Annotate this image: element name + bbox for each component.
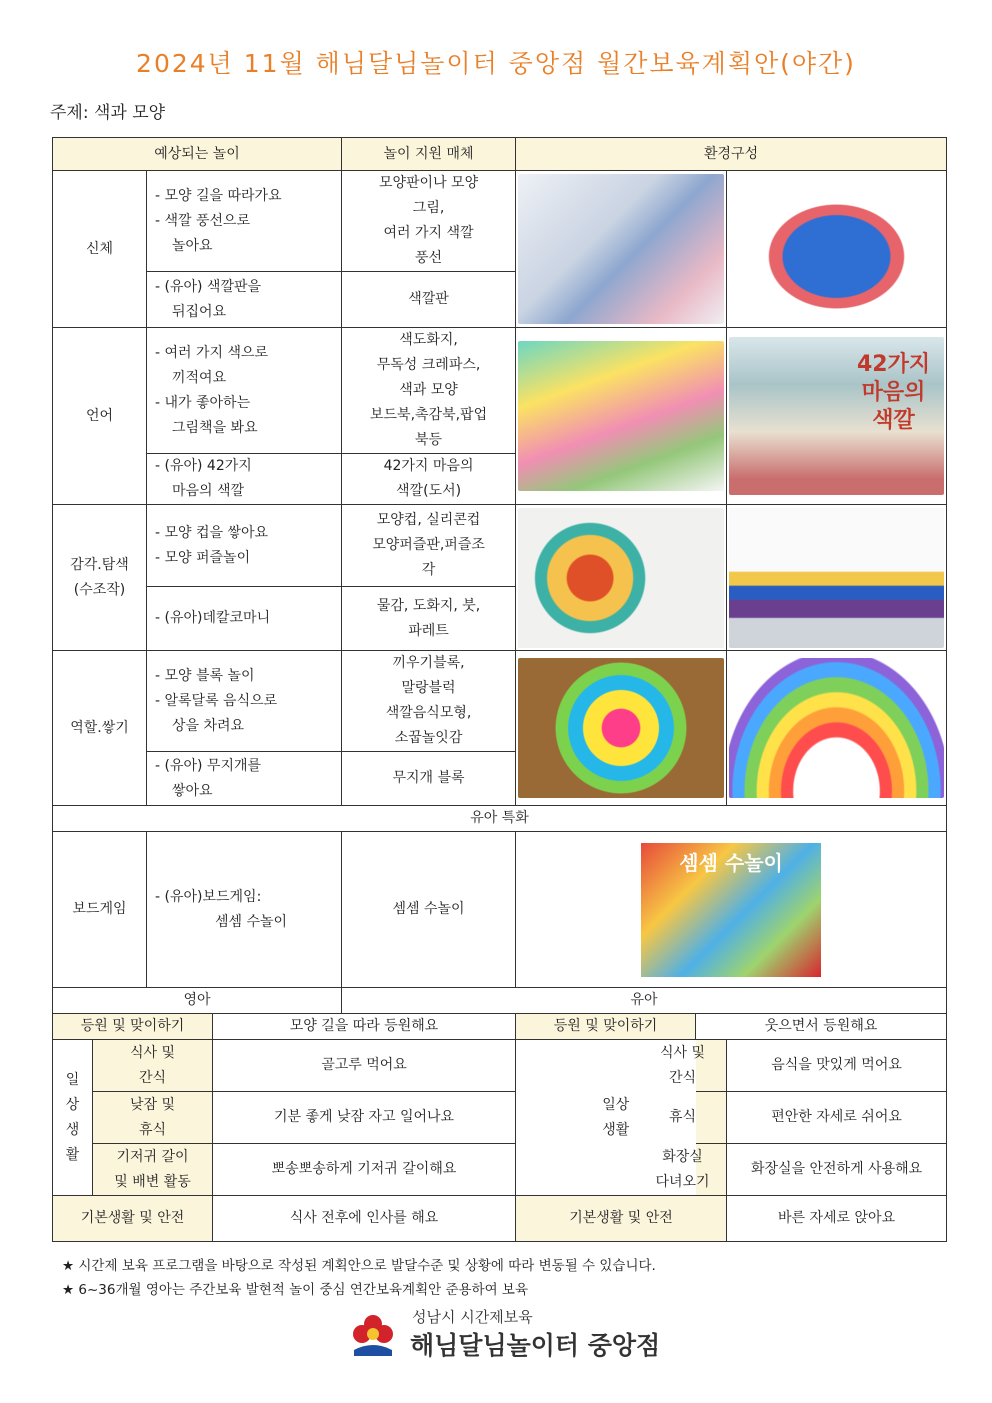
photo-crayons bbox=[516, 328, 727, 505]
theme-label: 주제: 색과 모양 bbox=[50, 103, 166, 123]
media-cell: 색깔판 bbox=[342, 272, 516, 328]
toddler-daily-label: 일상 생활 bbox=[516, 1040, 696, 1196]
toddler-row-value: 음식을 맛있게 먹어요 bbox=[727, 1040, 947, 1092]
board-game-box-title: 셈셈 수놀이 bbox=[679, 850, 783, 875]
photo-balloons bbox=[516, 171, 727, 328]
logo-name: 해님달님놀이터 중앙점 bbox=[410, 1331, 661, 1360]
media-cell: 42가지 마음의 색깔(도서) bbox=[342, 454, 516, 505]
toddler-row-label: 화장실 다녀오기 bbox=[655, 1148, 710, 1190]
infant-row-label: 식사 및 간식 bbox=[93, 1040, 213, 1092]
activity-cell: - (유아) 무지개를 쌓아요 bbox=[147, 752, 342, 806]
media-cell: 색도화지, 무독성 크레파스, 색과 모양 보드북,촉감북,팝업 북등 bbox=[342, 328, 516, 454]
toddler-arrival-label: 등원 및 맞이하기 bbox=[516, 1014, 696, 1040]
infant-safety-value: 식사 전후에 인사를 해요 bbox=[213, 1196, 516, 1242]
infant-arrival-value: 모양 길을 따라 등원해요 bbox=[213, 1014, 516, 1040]
toddler-row-label-cell bbox=[660, 1040, 727, 1092]
category-name: 언어 bbox=[53, 328, 147, 505]
book-title-line: 색깔 bbox=[872, 408, 915, 433]
balloon-photo-image bbox=[518, 174, 724, 324]
crayon-photo-image bbox=[518, 341, 724, 491]
page-title: 2024년 11월 해님달님놀이터 중앙점 월간보육계획안(야간) bbox=[136, 49, 856, 78]
infant-safety-label: 기본생활 및 안전 bbox=[53, 1196, 213, 1242]
toddler-row-value: 화장실을 안전하게 사용해요 bbox=[727, 1144, 947, 1196]
rainbow-photo-image bbox=[729, 658, 944, 798]
media-cell: 모양컵, 실리콘컵 모양퍼즐판,퍼즐조 각 bbox=[342, 505, 516, 587]
shape-cup-photo-image bbox=[518, 508, 724, 648]
media-cell: 물감, 도화지, 붓, 파레트 bbox=[342, 587, 516, 651]
toddler-safety-label: 기본생활 및 안전 bbox=[516, 1196, 727, 1242]
category-name: 역할.쌓기 bbox=[53, 651, 147, 806]
footnote: ★ 6~36개월 영아는 주간보육 발현적 놀이 중심 연간보육계획안 준용하여 보육 bbox=[62, 1282, 528, 1298]
infant-header: 영아 bbox=[53, 988, 342, 1014]
photo-rainbow bbox=[727, 651, 947, 806]
infant-row-value: 뽀송뽀송하게 기저귀 갈이해요 bbox=[213, 1144, 516, 1196]
activity-cell: - 모양 길을 따라가요 - 색깔 풍선으로 놀아요 bbox=[147, 171, 342, 272]
media-cell: 무지개 블록 bbox=[342, 752, 516, 806]
organization-logo bbox=[348, 1304, 661, 1364]
media-cell: 모양판이나 모양 그림, 여러 가지 색깔 풍선 bbox=[342, 171, 516, 272]
header-media: 놀이 지원 매체 bbox=[342, 138, 516, 171]
infant-daily-label: 일 상 생 활 bbox=[53, 1040, 93, 1196]
book-title-line: 42가지 bbox=[856, 352, 931, 377]
activity-cell: - (유아) 색깔판을 뒤집어요 bbox=[147, 272, 342, 328]
photo-book-cover bbox=[727, 328, 947, 505]
special-activity: - (유아)보드게임: 셈셈 수놀이 bbox=[147, 832, 342, 988]
block-photo-image bbox=[518, 658, 724, 798]
activity-cell: - 모양 컵을 쌓아요 - 모양 퍼즐놀이 bbox=[147, 505, 342, 587]
paint-photo-image bbox=[729, 508, 944, 648]
seongnam-emblem-icon bbox=[348, 1310, 398, 1360]
infant-row-value: 골고루 먹어요 bbox=[213, 1040, 516, 1092]
special-media: 셈셈 수놀이 bbox=[342, 832, 516, 988]
activity-cell: - (유아) 42가지 마음의 색깔 bbox=[147, 454, 342, 505]
footnotes bbox=[62, 1254, 656, 1302]
photo-blocks bbox=[516, 651, 727, 806]
toddler-safety-value: 바른 자세로 앉아요 bbox=[727, 1196, 947, 1242]
infant-row-label: 기저귀 갈이 및 배변 활동 bbox=[93, 1144, 213, 1196]
color-board-photo-image bbox=[729, 174, 944, 324]
toddler-row-value: 편안한 자세로 쉬어요 bbox=[727, 1092, 947, 1144]
photo-shape-cups bbox=[516, 505, 727, 651]
activity-cell: - 모양 블록 놀이 - 알록달록 음식으로 상을 차려요 bbox=[147, 651, 342, 752]
category-name: 감각.탐색 (수조작) bbox=[53, 505, 147, 651]
header-environment: 환경구성 bbox=[516, 138, 947, 171]
activity-cell: - (유아)데칼코마니 bbox=[147, 587, 342, 651]
special-category: 보드게임 bbox=[53, 832, 147, 988]
media-cell: 끼우기블록, 말랑블럭 색깔음식모형, 소꿉놀잇감 bbox=[342, 651, 516, 752]
activity-cell: - 여러 가지 색으로 끼적여요 - 내가 좋아하는 그림책을 봐요 bbox=[147, 328, 342, 454]
toddler-row-label-cell bbox=[669, 1092, 727, 1144]
toddler-row-label-cell bbox=[655, 1144, 727, 1196]
photo-board-game bbox=[516, 832, 947, 988]
board-game-box-image bbox=[641, 843, 821, 977]
photo-color-boards bbox=[727, 171, 947, 328]
infant-row-label: 낮잠 및 휴식 bbox=[93, 1092, 213, 1144]
book-title-line: 마음의 bbox=[861, 380, 926, 405]
category-name: 신체 bbox=[53, 171, 147, 328]
infant-arrival-label: 등원 및 맞이하기 bbox=[53, 1014, 213, 1040]
toddler-row-label: 식사 및 간식 bbox=[660, 1044, 706, 1086]
toddler-row-label: 휴식 bbox=[669, 1109, 697, 1125]
monthly-plan-table bbox=[52, 137, 947, 1242]
photo-decalcomania bbox=[727, 505, 947, 651]
book-cover-image bbox=[729, 337, 944, 495]
toddler-header: 유아 bbox=[342, 988, 947, 1014]
infant-row-value: 기분 좋게 낮잠 자고 일어나요 bbox=[213, 1092, 516, 1144]
footnote: ★ 시간제 보육 프로그램을 바탕으로 작성된 계획안으로 발달수준 및 상황에 따라 변동될 수 있습니다. bbox=[62, 1258, 656, 1274]
toddler-arrival-value: 웃으면서 등원해요 bbox=[696, 1014, 947, 1040]
logo-subtitle: 성남시 시간제보육 bbox=[412, 1308, 533, 1326]
header-play: 예상되는 놀이 bbox=[53, 138, 342, 171]
special-header: 유아 특화 bbox=[53, 806, 947, 832]
